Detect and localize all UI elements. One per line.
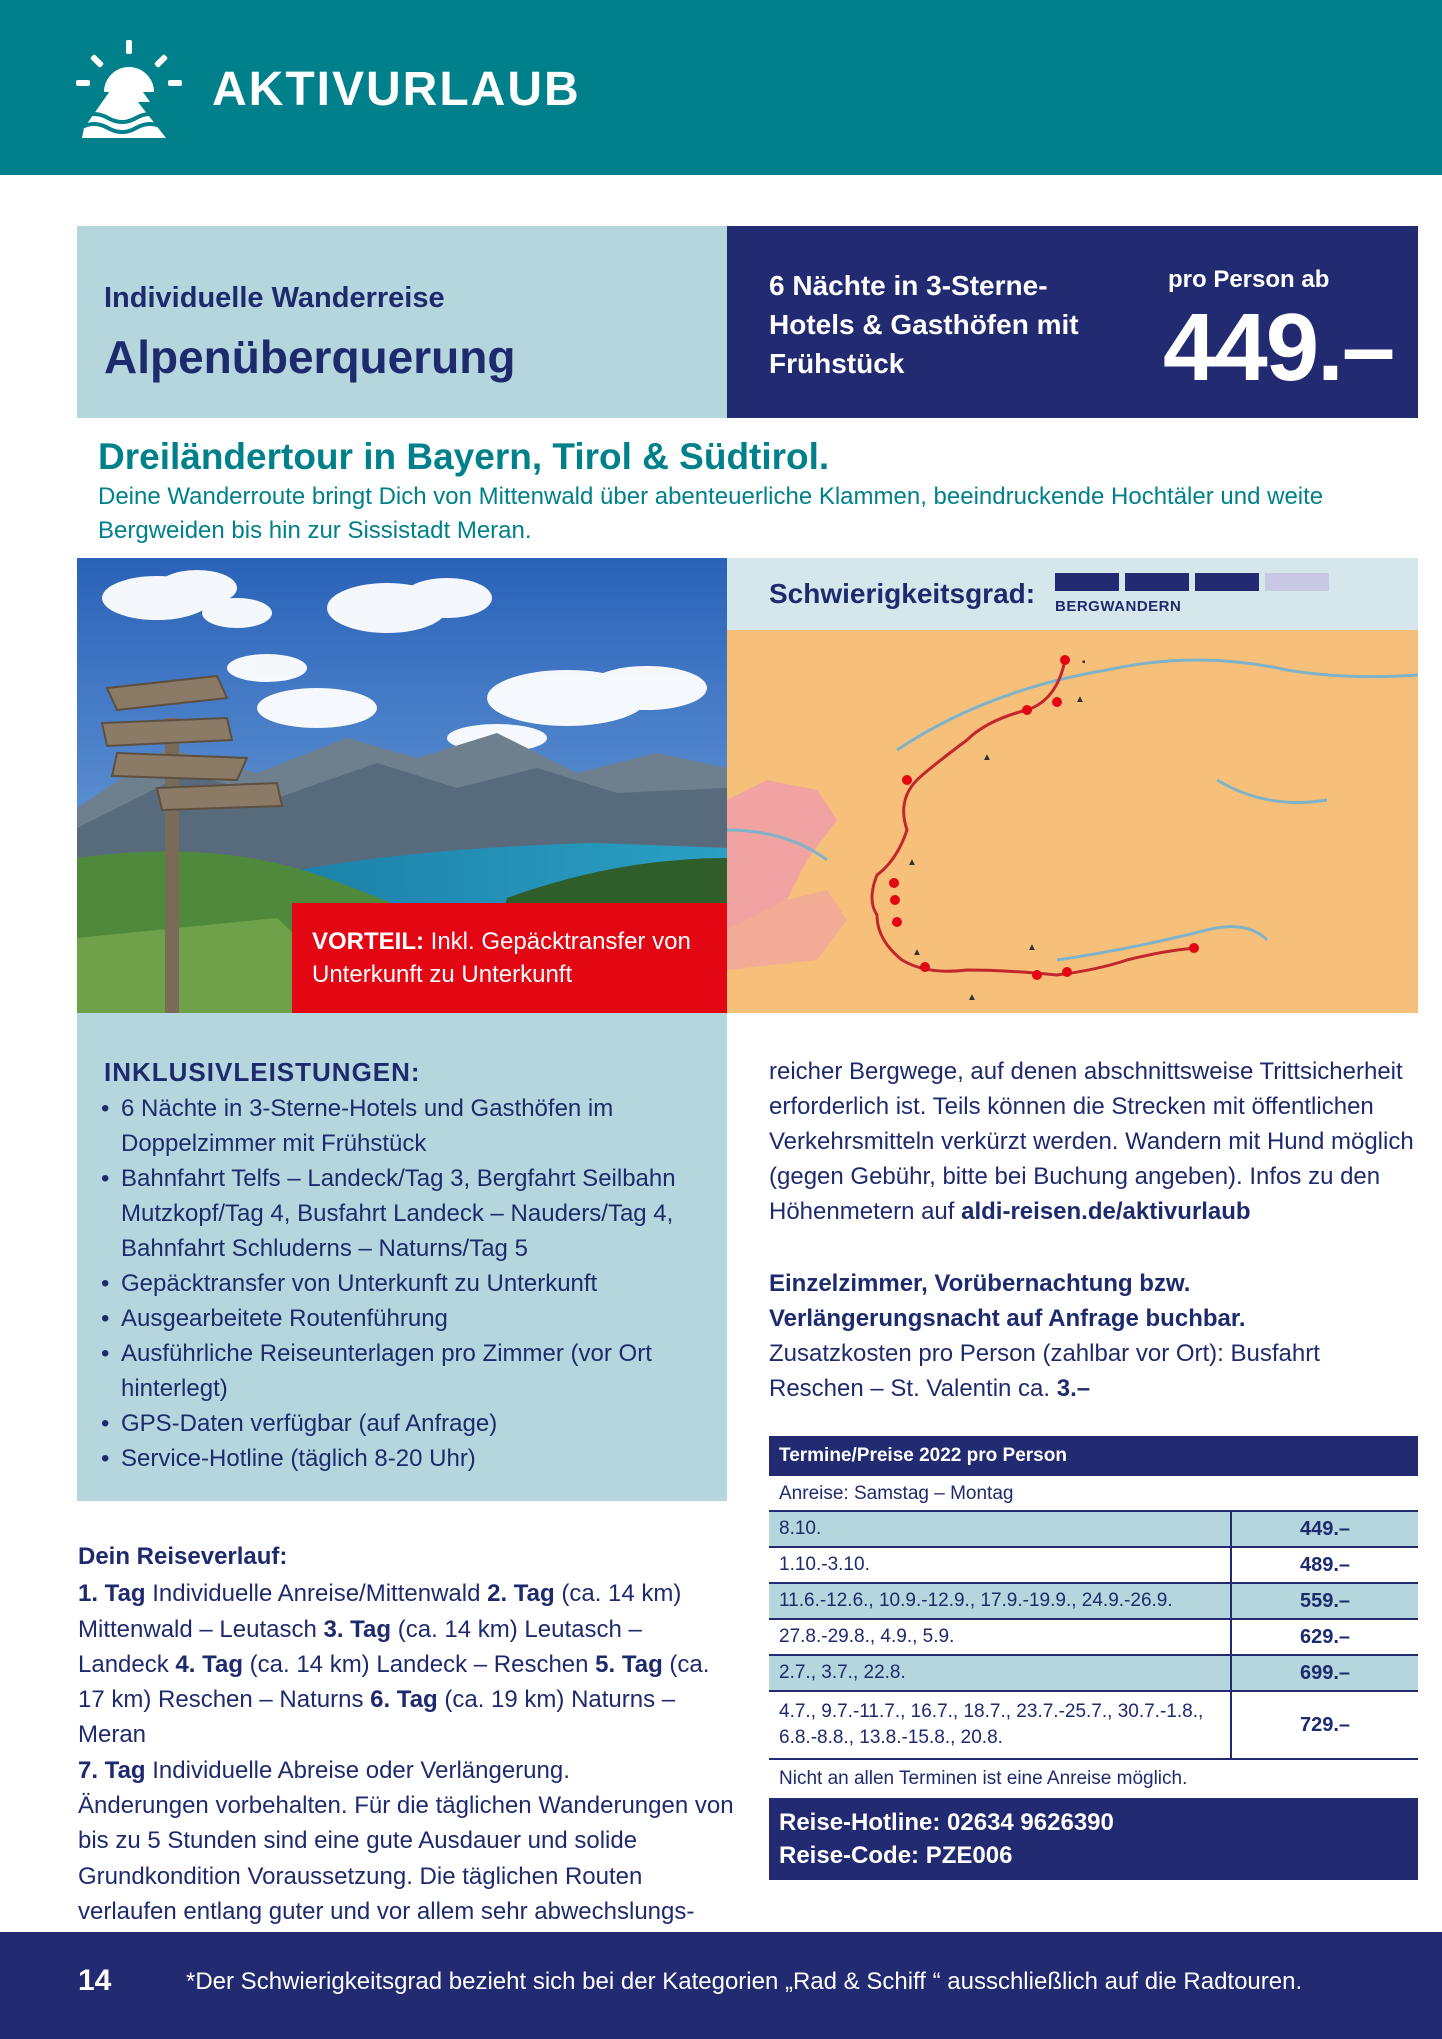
day-text: (ca. 14 km) Landeck – Reschen xyxy=(242,1650,596,1678)
difficulty-block xyxy=(1055,573,1119,591)
itinerary-text xyxy=(78,1576,738,1929)
price-table-header: Termine/Preise 2022 pro Person xyxy=(769,1436,1418,1476)
day-text: (ca. 14 km) Mittenwald – Leutasch xyxy=(78,1580,682,1643)
footnote: *Der Schwierigkeitsgrad bezieht sich bei der Kategorien „Rad & Schiff “ ausschließlich auf die Radtouren. xyxy=(186,1968,1303,1995)
hotline-number: Reise-Hotline: 02634 9626390 xyxy=(779,1809,1114,1836)
day-label: 6. Tag xyxy=(370,1686,438,1714)
difficulty-block xyxy=(1125,573,1189,591)
trip-code: Reise-Code: PZE006 xyxy=(779,1842,1013,1869)
extra-costs xyxy=(769,1336,1419,1406)
offer-title-panel xyxy=(77,226,727,418)
itinerary-notes: Änderungen vorbehalten. Für die täglichen Wanderungen von bis zu 5 Stunden sind eine gute Ausdauer und solide Grundkondition Voraussetzung. Die täglichen Routen verlaufen entlang guter und vor allem sehr abwechslungs- xyxy=(78,1792,734,1925)
difficulty-block xyxy=(1195,573,1259,591)
day-text: (ca. 19 km) Naturns – Meran xyxy=(78,1686,676,1749)
inclusions-panel xyxy=(77,1013,727,1501)
price-label: pro Person ab xyxy=(1168,266,1330,293)
day-text: Individuelle Abreise oder Verlängerung. xyxy=(145,1756,570,1784)
advantage-box xyxy=(292,903,727,1013)
inclusions-heading: INKLUSIVLEISTUNGEN: xyxy=(104,1057,421,1087)
list-item: • Ausgearbeitete Routenführung xyxy=(99,1301,709,1336)
route-description xyxy=(769,1054,1419,1229)
price-table-note: Nicht an allen Terminen ist eine Anreise möglich. xyxy=(779,1768,1188,1789)
list-item: • Ausführliche Reiseunterlagen pro Zimmer (vor Ort hinterlegt) xyxy=(99,1336,709,1406)
offer-price-panel xyxy=(727,226,1418,418)
day-label: 3. Tag xyxy=(323,1615,392,1643)
advantage-text: Inkl. Gepäcktransfer von Unterkunft zu Unterkunft xyxy=(312,928,691,988)
difficulty-block xyxy=(1265,573,1329,591)
table-cell-price: 559.– xyxy=(1299,1589,1351,1612)
table-cell-dates: 4.7., 9.7.-11.7., 16.7., 18.7., 23.7.-25.7., 30.7.-1.8., 6.8.-8.8., 13.8.-15.8., 20.8. xyxy=(769,1692,1232,1758)
table-cell-price: 699.– xyxy=(1299,1661,1351,1684)
extra-info xyxy=(769,1266,1419,1406)
single-room-info: Einzelzimmer, Vorübernachtung bzw. Verlängerungsnacht auf Anfrage buchbar. xyxy=(769,1270,1246,1332)
day-label: 4. Tag xyxy=(175,1650,243,1678)
itinerary-heading: Dein Reiseverlauf: xyxy=(78,1543,288,1570)
intro-text: Deine Wanderroute bringt Dich von Mittenwald über abenteuerliche Klammen, beeindruckende Hochtäler und weite Bergweiden bis hin zur Sissistadt Meran. xyxy=(98,483,1324,544)
extra-costs-text: Zusatzkosten pro Person (zahlbar vor Ort): Busfahrt Reschen – St. Valentin ca. xyxy=(769,1340,1320,1402)
table-cell-dates: 2.7., 3.7., 22.8. xyxy=(769,1656,1232,1690)
table-cell-dates: 1.10.-3.10. xyxy=(769,1548,1232,1582)
table-cell-dates: 8.10. xyxy=(769,1512,1232,1546)
section-title: AKTIVURLAUB xyxy=(212,63,581,116)
page-footer xyxy=(0,1932,1442,2039)
advantage-label: VORTEIL: xyxy=(312,928,424,955)
route-map xyxy=(727,630,1418,1013)
extra-costs-price: 3.– xyxy=(1056,1375,1091,1402)
list-item: • Bahnfahrt Telfs – Landeck/Tag 3, Bergfahrt Seilbahn Mutzkopf/Tag 4, Busfahrt Landeck – Nauders/Tag 4, Bahnfahrt Schluderns – Naturns/Tag 5 xyxy=(99,1161,709,1266)
day-text: (ca. 14 km) Leutasch – Landeck xyxy=(78,1615,642,1678)
difficulty-label: Schwierigkeitsgrad: xyxy=(769,578,1036,609)
table-cell-price: 729.– xyxy=(1299,1713,1351,1736)
table-row xyxy=(769,1620,1418,1656)
itinerary xyxy=(78,1539,738,1929)
day-text: Individuelle Anreise/Mittenwald xyxy=(145,1580,488,1608)
offer-title: Alpenüberquerung xyxy=(104,331,516,383)
list-item: • Service-Hotline (täglich 8-20 Uhr) xyxy=(99,1441,709,1476)
list-item: • Gepäcktransfer von Unterkunft zu Unterkunft xyxy=(99,1266,709,1301)
table-cell-dates: 27.8.-29.8., 4.9., 5.9. xyxy=(769,1620,1232,1654)
day-text: (ca. 17 km) Reschen – Naturns xyxy=(78,1650,710,1714)
svg-text:▲: ▲ xyxy=(1027,942,1037,953)
table-cell-price: 489.– xyxy=(1299,1553,1351,1576)
table-row xyxy=(769,1656,1418,1692)
svg-text:▲: ▲ xyxy=(967,992,977,1003)
header-banner xyxy=(0,0,1442,175)
hotline-box xyxy=(769,1798,1418,1880)
route-description-text: reicher Bergwege, auf denen abschnittsweise Trittsicherheit erforderlich ist. Teils können die Strecken mit öffentlichen Verkehrsmitteln verkürzt werden. Wandern mit Hund möglich (gegen Gebühr, bitte bei Buchung angeben). Infos zu den Höhenmetern auf xyxy=(769,1058,1414,1225)
intro-heading: Dreiländertour in Bayern, Tirol & Südtirol. xyxy=(98,436,830,477)
sun-mountain-wave-icon xyxy=(74,40,184,140)
website-link[interactable]: aldi-reisen.de/aktivurlaub xyxy=(961,1198,1251,1225)
table-row xyxy=(769,1512,1418,1548)
day-label: 1. Tag xyxy=(78,1580,146,1608)
alpine-photo xyxy=(77,558,727,1013)
day-label: 5. Tag xyxy=(595,1650,663,1678)
table-row xyxy=(769,1692,1418,1760)
table-cell-dates: 11.6.-12.6., 10.9.-12.9., 17.9.-19.9., 24.9.-26.9. xyxy=(769,1584,1232,1618)
svg-text:▲: ▲ xyxy=(1075,694,1085,705)
price-value: 449.– xyxy=(1163,294,1394,401)
day-label: 2. Tag xyxy=(487,1580,555,1608)
day-label: 7. Tag xyxy=(78,1756,146,1784)
route-map-image xyxy=(727,630,1418,1013)
price-table-subheader: Anreise: Samstag – Montag xyxy=(769,1476,1418,1512)
page-number: 14 xyxy=(78,1964,112,1997)
inclusions-list xyxy=(99,1091,709,1476)
svg-text:▲: ▲ xyxy=(907,857,917,868)
table-cell-price: 629.– xyxy=(1299,1625,1351,1648)
table-cell-price: 449.– xyxy=(1299,1517,1351,1540)
difficulty-panel xyxy=(727,558,1418,630)
offer-subtitle: Individuelle Wanderreise xyxy=(104,282,445,314)
svg-text:▲: ▲ xyxy=(982,752,992,763)
table-row xyxy=(769,1584,1418,1620)
svg-text:▪: ▪ xyxy=(1082,657,1086,668)
nights-info: 6 Nächte in 3-Sterne-Hotels & Gasthöfen mit Frühstück xyxy=(769,270,1079,379)
list-item: • 6 Nächte in 3-Sterne-Hotels und Gasthöfen im Doppelzimmer mit Frühstück xyxy=(99,1091,709,1161)
svg-text:▲: ▲ xyxy=(912,947,922,958)
difficulty-level: BERGWANDERN xyxy=(1055,598,1182,615)
list-item: • GPS-Daten verfügbar (auf Anfrage) xyxy=(99,1406,709,1441)
price-table xyxy=(769,1436,1418,1880)
difficulty-meter xyxy=(1055,573,1329,591)
table-row xyxy=(769,1548,1418,1584)
